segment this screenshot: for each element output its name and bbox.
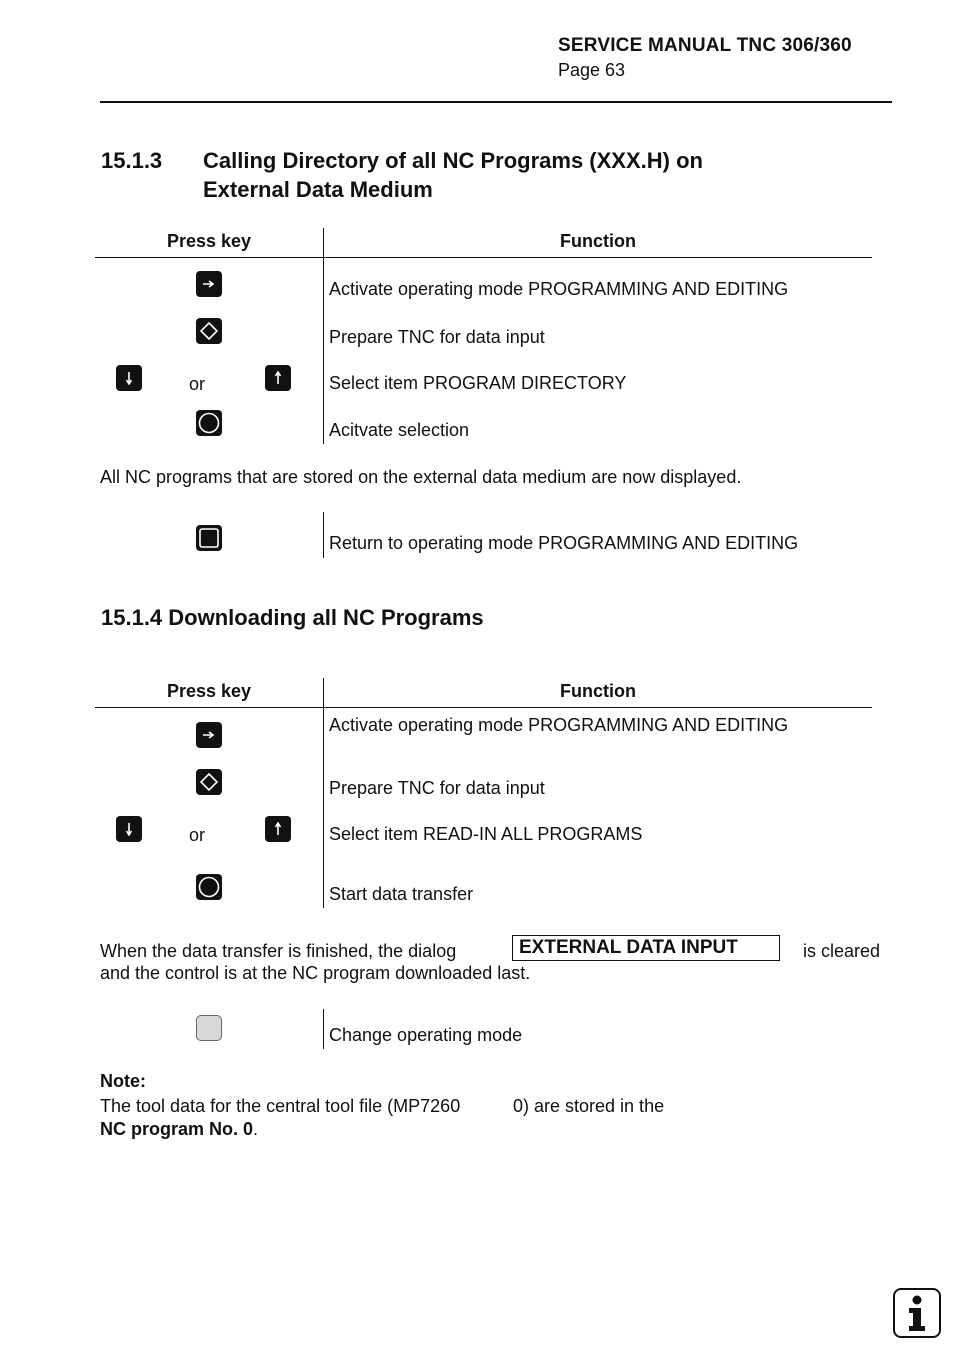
section2-paragraph-part1: When the data transfer is finished, the dialog [100, 941, 457, 961]
table2-header-key: Press key [166, 681, 252, 701]
circle-key-icon [196, 410, 222, 436]
note-label: Note: [100, 1071, 146, 1091]
header-divider [100, 101, 892, 103]
manual-title: SERVICE MANUAL TNC 306/360 [558, 35, 852, 56]
table1-row1-function: Activate operating mode PROGRAMMING AND EDITING [329, 279, 789, 299]
final-row2-divider [323, 1009, 324, 1049]
table2-row3-function: Select item READ-IN ALL PROGRAMS [329, 824, 643, 844]
table2-or-label: or [189, 825, 206, 845]
note-line1-b: 0) are stored in the [513, 1096, 665, 1116]
arrow-down-key-icon [116, 365, 142, 391]
page-number: Page 63 [558, 60, 626, 80]
section1-title-line1: Calling Directory of all NC Programs (XXX.H) on [203, 148, 703, 173]
table2-row1-function: Activate operating mode PROGRAMMING AND EDITING [329, 715, 789, 735]
table1-row3-function: Select item PROGRAM DIRECTORY [329, 373, 627, 393]
table1-header-function: Function [560, 231, 636, 251]
section1-paragraph: All NC programs that are stored on the external data medium are now displayed. [100, 467, 742, 487]
arrow-down-key-icon [116, 816, 142, 842]
final-row1-divider [323, 512, 324, 558]
arrow-right-key-icon [196, 271, 222, 297]
table1-header-key: Press key [166, 231, 252, 251]
table2-column-divider [323, 678, 324, 908]
gray-key-icon [196, 1015, 222, 1041]
section1-number: 15.1.3 [101, 148, 163, 173]
table2-row2-function: Prepare TNC for data input [329, 778, 545, 798]
diamond-key-icon [196, 769, 222, 795]
dialog-box-label: EXTERNAL DATA INPUT [512, 935, 780, 961]
table2-header-function: Function [560, 681, 636, 701]
table1-or-label: or [189, 374, 206, 394]
table1-row4-function: Acitvate selection [329, 420, 470, 440]
note-line1-a: The tool data for the central tool file (MP7260 [100, 1096, 461, 1116]
circle-key-icon [196, 874, 222, 900]
arrow-right-key-icon [196, 722, 222, 748]
section2-title: 15.1.4 Downloading all NC Programs [101, 605, 484, 630]
arrow-up-key-icon [265, 816, 291, 842]
diamond-key-icon [196, 318, 222, 344]
note-line2-bold: NC program No. 0 [100, 1119, 254, 1139]
note-line2 [100, 1119, 258, 1140]
final-row1-function: Return to operating mode PROGRAMMING AND EDITING [329, 533, 799, 553]
table1-header-rule [95, 257, 872, 258]
table2-header-rule [95, 707, 872, 708]
section1-title-line2: External Data Medium [203, 177, 433, 202]
info-icon [893, 1288, 941, 1338]
table2-row4-function: Start data transfer [329, 884, 474, 904]
square-key-icon [196, 525, 222, 551]
note-line2-end: . [253, 1119, 259, 1139]
arrow-up-key-icon [265, 365, 291, 391]
table1-row2-function: Prepare TNC for data input [329, 327, 545, 347]
table1-column-divider [323, 228, 324, 444]
final-row2-function: Change operating mode [329, 1025, 523, 1045]
section2-paragraph-part2: is cleared [803, 941, 881, 961]
section2-paragraph-line2: and the control is at the NC program downloaded last. [100, 963, 531, 983]
